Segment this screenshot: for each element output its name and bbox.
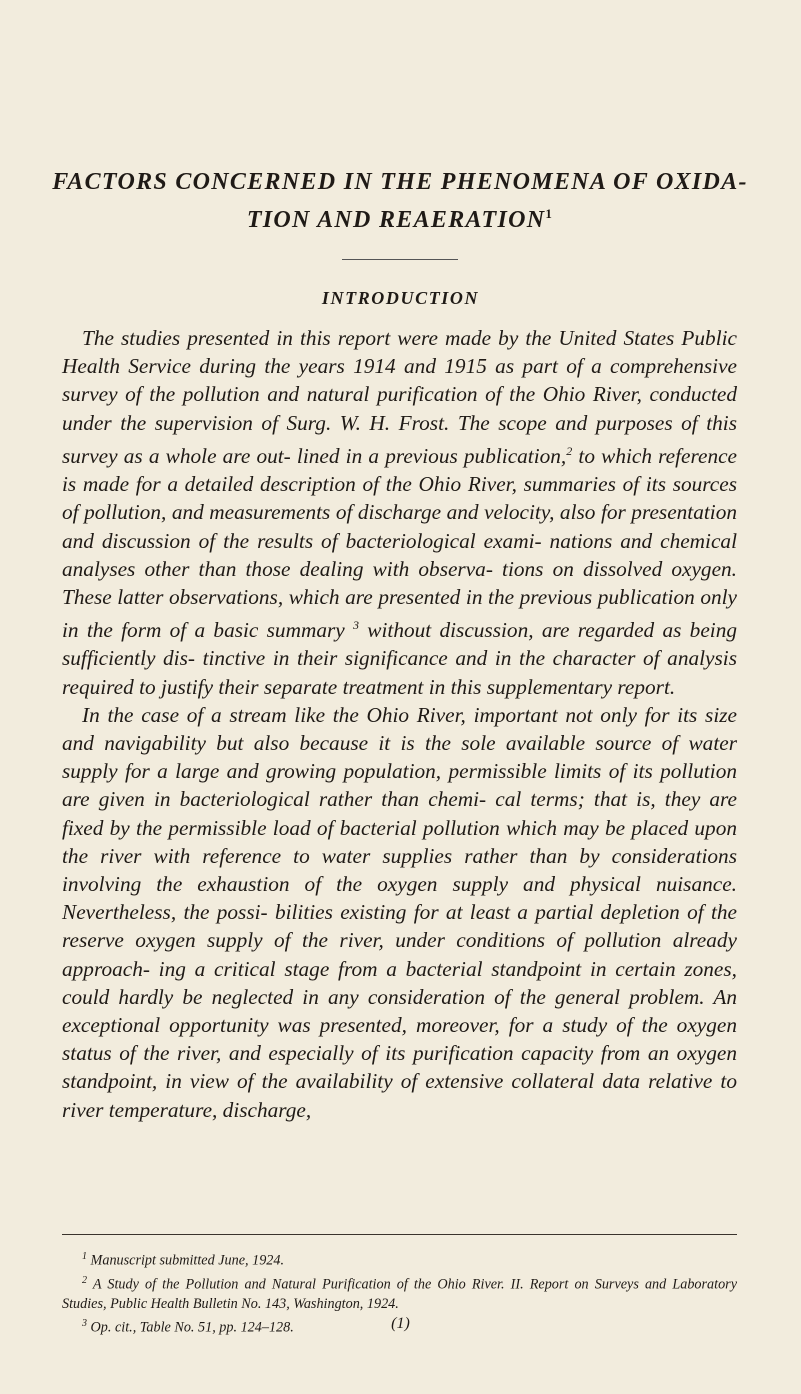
footnote-divider	[62, 1234, 737, 1235]
footnote	[62, 1271, 737, 1315]
footnote-ref: 3	[353, 618, 360, 633]
title-text: FACTORS CONCERNED IN THE PHENOMENA OF OXIDA- TION AND REAERATION	[52, 169, 748, 233]
footnote	[62, 1247, 737, 1271]
title-footnote-marker: 1	[545, 206, 554, 221]
paragraph-text: to which reference is made for a detailed description of the Ohio River, summaries of its sources of pollution, and measurements of discharge and velocity, also for presentation and discussion of the results of bacteriological exami- nations and chemical analyses other than those dealing with observa- tions on dissolved oxygen. These latter observations, which are presented in the previous publication only in the form of a basic summary	[62, 443, 737, 643]
footnote-ref: 2	[566, 443, 573, 458]
footnote-marker: 2	[82, 1274, 87, 1286]
body-text	[62, 324, 737, 1124]
footnote-text: A Study of the Pollution and Natural Purification of the Ohio River. II. Report on Surveys and Laboratory Studies, Public Health Bulletin No. 143, Washington, 1924.	[62, 1276, 737, 1313]
footnote-text: Manuscript submitted June, 1924.	[87, 1252, 285, 1269]
section-heading: INTRODUCTION	[321, 288, 480, 308]
footnote-text: Op. cit., Table No. 51, pp. 124–128.	[87, 1320, 294, 1337]
footnote-marker: 1	[82, 1251, 87, 1262]
footnote-marker: 3	[82, 1318, 87, 1330]
page-number: (1)	[391, 1315, 410, 1332]
paragraph	[62, 324, 737, 701]
paragraph: In the case of a stream like the Ohio River, important not only for its size and navigability but also because it is the sole available source of water supply for a large and growing population, permissible limits of its pollution are given in bacteriological rather than chemi- cal terms; that is, they are fixed by the permissible load of bacterial pollution which may be placed upon the river with reference to water supplies rather than by considerations involving the exhaustion of the oxygen supply and physical nuisance. Nevertheless, the possi- bilities existing for at least a partial depletion of the reserve oxygen supply of the river, under conditions of pollution already approach- ing a critical stage from a bacterial standpoint in certain zones, could hardly be neglected in any consideration of the general problem. An exceptional opportunity was presented, moreover, for a study of the oxygen status of the river, and especially of its purification capacity from an oxygen standpoint, in view of the availability of extensive collateral data relative to river temperature, discharge,	[62, 702, 737, 1122]
paragraph-text: without discussion, are regarded as being sufficiently dis- tinctive in their significance and in the character of analysis required to justify their separate treatment in this supplementary report.	[62, 618, 737, 699]
title-divider	[342, 259, 458, 260]
document-title	[40, 167, 760, 236]
paragraph-text: The studies presented in this report were made by the United States Public Health Service during the years 1914 and 1915 as part of a comprehensive survey of the pollution and natural purification of the Ohio River, conducted under the supervision of Surg. W. H. Frost. The scope and purposes of this survey as a whole are out- lined in a previous publication,	[62, 326, 737, 468]
